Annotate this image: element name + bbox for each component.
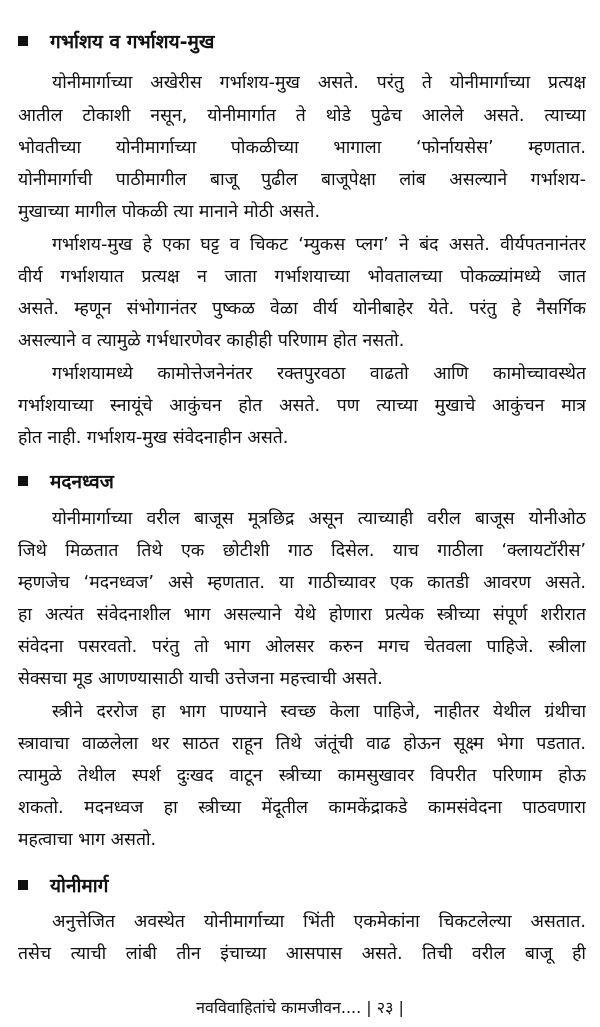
paragraph-line: असल्याने व त्यामुळे गर्भधारणेवर काहीही परिणाम होत नसतो. xyxy=(18,331,405,351)
paragraph-line: तसेच त्याची लांबी तीन इंचाच्या आसपास असते. तिची वरील बाजू ही xyxy=(18,944,586,964)
paragraph-line: म्हणजेच ‘मदनध्वज’ असे म्हणतात. या गाठीच्यावर एक कातडी आवरण असते. xyxy=(18,573,586,593)
paragraph-line: जिथे मिळतात तिथे एक छोटीशी गाठ दिसेल. याच गाठीला ‘क्लायटॉरीस’ xyxy=(18,541,586,561)
paragraph-line: योनीमार्गाच्या वरील बाजूस मूत्रछिद्र असून त्याच्याही वरील बाजूस योनीओठ xyxy=(52,509,586,529)
paragraph-line: शकतो. मदनध्वज हा स्त्रीच्या मेंदूतील कामकेंद्राकडे कामसंवेदना पाठवणारा xyxy=(18,798,586,818)
paragraph-line: सेक्सचा मूड आणण्यासाठी याची उत्तेजना महत्त्वाची असते. xyxy=(18,669,383,689)
paragraph-line: योनीमार्गाच्या अखेरीस गर्भाशय-मुख असते. परंतु ते योनीमार्गाच्या प्रत्यक्ष xyxy=(52,73,586,93)
paragraph-line: स्त्रीने दररोज हा भाग पाण्याने स्वच्छ केला पाहिजे, नाहीतर येथील ग्रंथीचा xyxy=(52,702,586,722)
paragraph-line: गर्भाशयाच्या स्नायूंचे आकुंचन होत असते. पण त्याच्या मुखाचे आकुंचन मात्र xyxy=(18,396,586,416)
square-bullet-icon xyxy=(18,880,28,890)
paragraph-line: वीर्य गर्भाशयात प्रत्यक्ष न जाता गर्भाशयाच्या भोवतालच्या पोकळ्यांमध्ये जात xyxy=(18,267,586,287)
section-heading-madandhwaj xyxy=(18,468,114,494)
paragraph-line: मुखाच्या मागील पोकळी त्या मानाने मोठी असते. xyxy=(18,202,321,222)
section-heading-text: मदनध्वज xyxy=(50,471,114,493)
paragraph-line: भोवतीच्या योनीमार्गाच्या पोकळीच्या भागाला ‘फोर्नायसेस’ म्हणतात. xyxy=(18,138,586,158)
section-heading-text: गर्भाशय व गर्भाशय-मुख xyxy=(50,31,215,53)
paragraph-line: संवेदना पसरवतो. परंतु तो भाग ओलसर करुन मगच चेतवला पाहिजे. स्त्रीला xyxy=(18,637,586,657)
paragraph-line: गर्भाशयामध्ये कामोत्तेजनेनंतर रक्तपुरवठा वाढतो आणि कामोच्चावस्थेत xyxy=(52,364,586,384)
paragraph-line: असते. म्हणून संभोगानंतर पुष्कळ वेळा वीर्य योनीबाहेर येते. परंतु हे नैसर्गिक xyxy=(18,299,586,319)
square-bullet-icon xyxy=(18,36,28,46)
paragraph-line: अनुत्तेजित अवस्थेत योनीमार्गाच्या भिंती एकमेकांना चिकटलेल्या असतात. xyxy=(52,912,586,932)
paragraph-line: महत्वाचा भाग असतो. xyxy=(18,830,157,850)
section-heading-text: योनीमार्ग xyxy=(50,875,109,897)
paragraph-line: स्त्रावाचा वाळलेला थर साठत राहून तिथे जंतूंची वाढ होऊन सूक्ष्म भेगा पडतात. xyxy=(18,734,586,754)
paragraph-line: योनीमार्गाची पाठीमागील बाजू पुढील बाजूपेक्षा लांब असल्याने गर्भाशय- xyxy=(18,170,586,190)
paragraph-line: आतील टोकाशी नसून, योनीमार्गात ते थोडे पुढेच आलेले असते. त्याच्या xyxy=(18,106,586,126)
square-bullet-icon xyxy=(18,476,28,486)
paragraph-line: हा अत्यंत संवेदनाशील भाग असल्याने येथे होणारा प्रत्येक स्त्रीच्या संपूर्ण शरीरात xyxy=(18,605,586,625)
paragraph-line: त्यामुळे तेथील स्पर्श दुःखद वाटून स्त्रीच्या कामसुखावर विपरीत परिणाम होऊ xyxy=(18,766,586,786)
section-heading-garbhashay xyxy=(18,28,214,54)
page-footer: नवविवाहितांचे कामजीवन.... | २३ | xyxy=(196,998,404,1017)
section-heading-yonimarg xyxy=(18,872,108,898)
paragraph-line: गर्भाशय-मुख हे एका घट्ट व चिकट ‘म्युकस प्लग’ ने बंद असते. वीर्यपतनानंतर xyxy=(52,235,586,255)
paragraph-line: होत नाही. गर्भाशय-मुख संवेदनाहीन असते. xyxy=(18,428,289,448)
